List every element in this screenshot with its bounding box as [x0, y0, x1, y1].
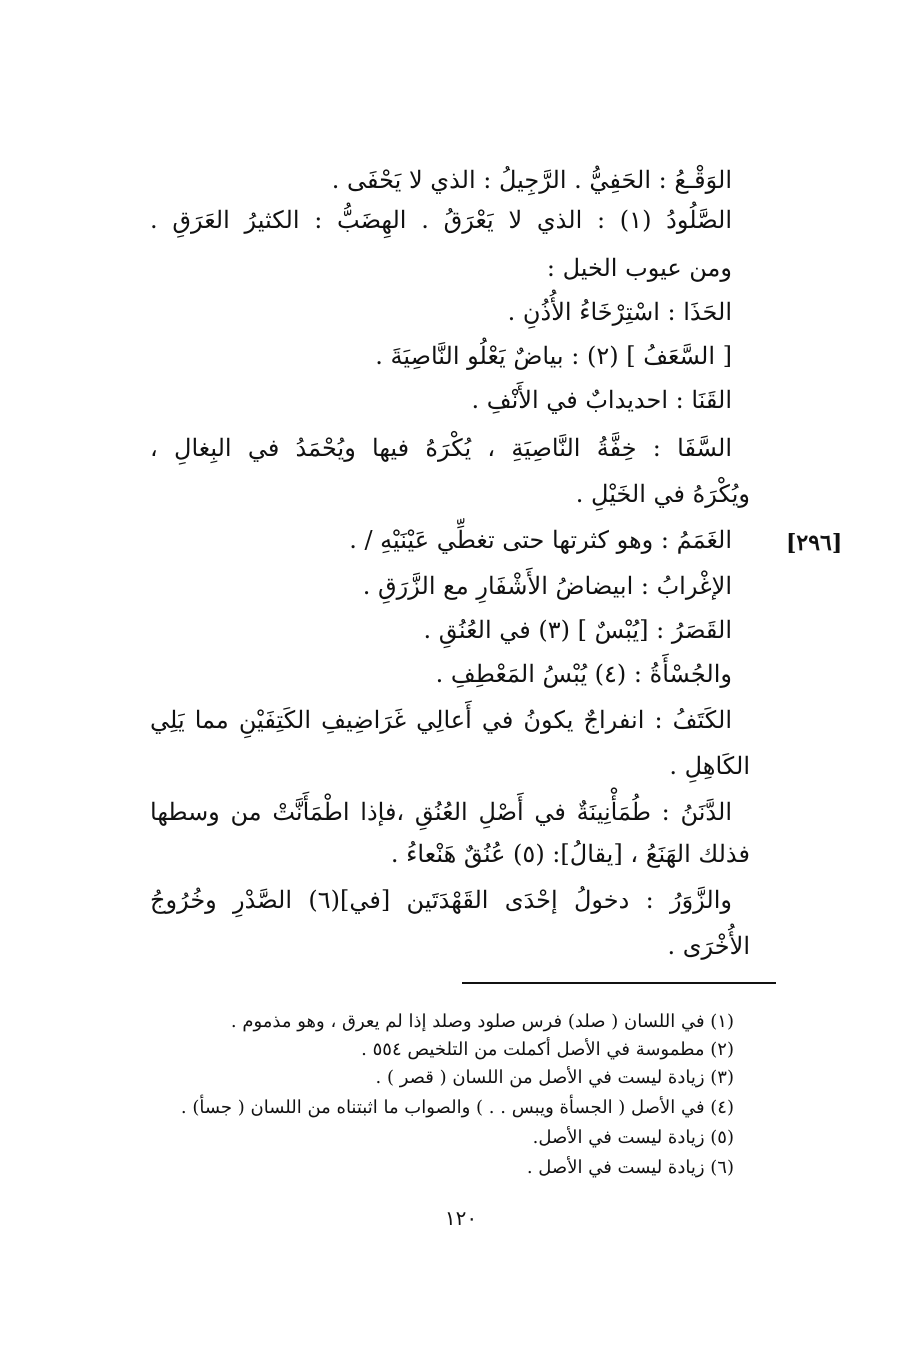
text-line: ومن عيوب الخيل :: [546, 254, 732, 282]
text-line: الأُخْرَى .: [667, 932, 750, 960]
text-line: السَّفَا : خِفَّةُ النَّاصِيَةِ ، يُكْرَهُ فيها ويُحْمَدُ في البِغالِ ،: [150, 434, 732, 462]
text-line: الوَقْـعُ : الحَفِيُّ . الرَّجِيلُ : الذي لا يَحْفَى .: [331, 166, 732, 194]
page-number: ١٢٠: [444, 1206, 478, 1230]
text-line: الإغْرابُ : ابيضاضُ الأَشْفَارِ مع الزَّرَقِ .: [362, 572, 732, 600]
text-line: [ السَّعَفُ ] (٢) : بياضٌ يَعْلُو النَّاصِيَةَ .: [375, 342, 732, 370]
text-line: الصَّلُودُ (١) : الذي لا يَعْرَقُ . الهِضَبُّ : الكثيرُ العَرَقِ .: [150, 206, 732, 234]
footnote: (٢) مطموسة في الأصل أكملت من التلخيص ٥٥٤ .: [361, 1039, 734, 1060]
text-line: الغَمَمُ : وهو كثرتها حتى تغطِّي عَيْنَيْهِ / .: [349, 526, 732, 554]
text-line: الحَذَا : اسْتِرْخَاءُ الأُذُنِ .: [507, 298, 732, 326]
footnote-divider: [462, 982, 776, 984]
footnote: (٣) زيادة ليست في الأصل من اللسان ( قصر ) .: [375, 1067, 734, 1088]
footnote: (١) في اللسان ( صلد) فرس صلود وصلد إذا لم يعرق ، وهو مذموم .: [230, 1011, 734, 1032]
text-line: القَصَرُ : [يُبْسٌ ] (٣) في العُنُقِ .: [423, 616, 732, 644]
text-line: فذلك الهَنَعُ ، [يقالُ]: (٥) عُنُقٌ هَنْعاءُ .: [390, 840, 750, 868]
text-line: الكَتَفُ : انفراجٌ يكونُ في أَعالِي غَرَاضِيفِ الكَتِفَيْنِ مما يَلِي: [150, 706, 732, 734]
text-line: القَنَا : احديدابٌ في الأَنْفِ .: [471, 386, 732, 414]
manuscript-page-ref: [٢٩٦]: [786, 530, 843, 556]
text-line: والجُسْأَةُ : (٤) يُبْسُ المَعْطِفِ .: [435, 660, 732, 688]
footnote: (٥) زيادة ليست في الأصل.: [532, 1127, 734, 1148]
text-line: والزَّوَرُ : دخولُ إحْدَى القَهْدَتَين [في](٦) الصَّدْرِ وخُرُوجُ: [150, 886, 732, 914]
text-line: الكَاهِلِ .: [669, 752, 750, 780]
text-line: الدَّنَنُ : طُمَأْنِينَةٌ في أَصْلِ العُنُقِ ،فإذا اطْمَأَنَّتْ من وسطها: [150, 798, 732, 826]
footnote: (٦) زيادة ليست في الأصل .: [526, 1157, 734, 1178]
text-line: ويُكْرَهُ في الخَيْلِ .: [575, 480, 750, 508]
footnote: (٤) في الأصل ( الجسأة ويبس . . ) والصواب ما اثبتناه من اللسان ( جسأ) .: [180, 1097, 734, 1118]
